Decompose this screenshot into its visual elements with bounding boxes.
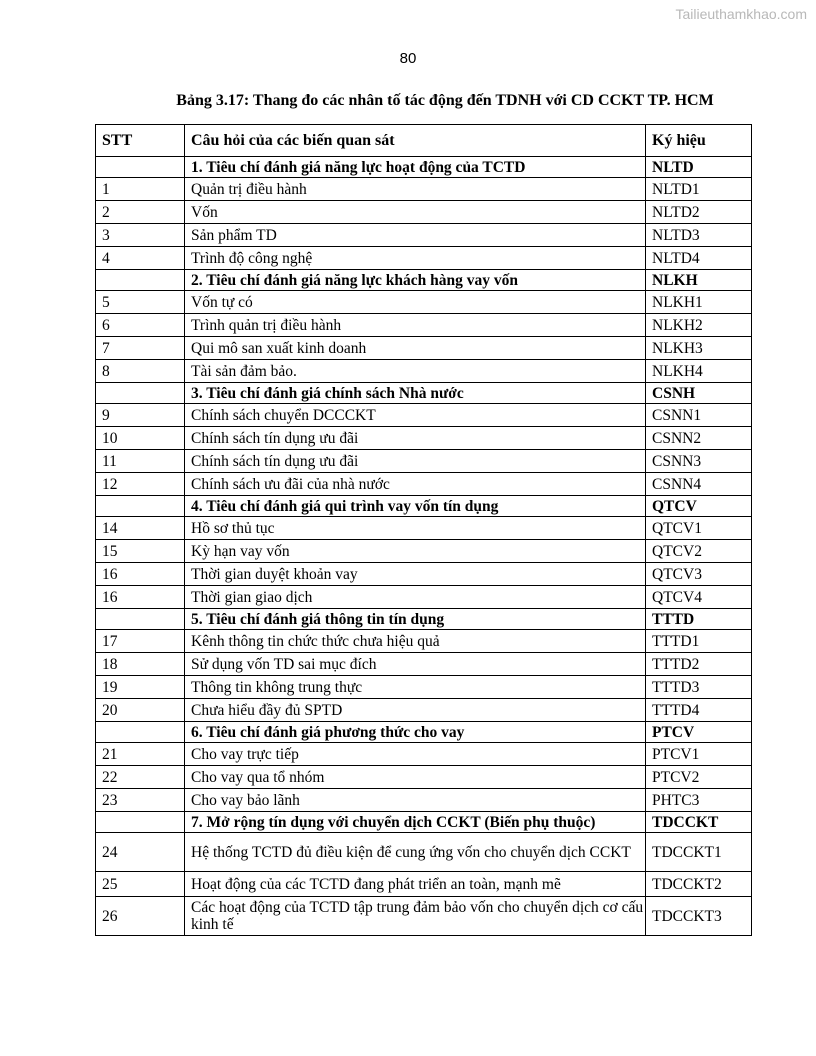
row-code: NLTD4 <box>646 247 752 270</box>
table-row <box>96 743 752 766</box>
row-question: Quản trị điều hành <box>185 178 646 201</box>
row-question: Thông tin không trung thực <box>185 676 646 699</box>
row-stt: 1 <box>96 178 185 201</box>
section-stt-cell <box>96 609 185 630</box>
section-title: 6. Tiêu chí đánh giá phương thức cho vay <box>185 722 646 743</box>
table-row <box>96 833 752 872</box>
row-code: TTTD4 <box>646 699 752 722</box>
table-row <box>96 473 752 496</box>
row-stt: 3 <box>96 224 185 247</box>
table-row <box>96 360 752 383</box>
table-row <box>96 337 752 360</box>
header-code: Ký hiệu <box>646 125 752 157</box>
row-question: Cho vay trực tiếp <box>185 743 646 766</box>
row-question: Trình độ công nghệ <box>185 247 646 270</box>
table-row <box>96 314 752 337</box>
row-stt: 20 <box>96 699 185 722</box>
table-row <box>96 201 752 224</box>
row-question: Sử dụng vốn TD sai mục đích <box>185 653 646 676</box>
row-code: NLKH3 <box>646 337 752 360</box>
table-row <box>96 653 752 676</box>
table-row <box>96 427 752 450</box>
row-question: Chính sách tín dụng ưu đãi <box>185 427 646 450</box>
section-title: 4. Tiêu chí đánh giá qui trình vay vốn tín dụng <box>185 496 646 517</box>
section-stt-cell <box>96 157 185 178</box>
row-stt: 21 <box>96 743 185 766</box>
row-stt: 25 <box>96 872 185 897</box>
row-code: NLKH2 <box>646 314 752 337</box>
row-question: Chính sách tín dụng ưu đãi <box>185 450 646 473</box>
row-stt: 26 <box>96 897 185 936</box>
section-code: QTCV <box>646 496 752 517</box>
section-row <box>96 609 752 630</box>
row-stt: 24 <box>96 833 185 872</box>
row-stt: 22 <box>96 766 185 789</box>
row-question: Chính sách ưu đãi của nhà nước <box>185 473 646 496</box>
section-title: 2. Tiêu chí đánh giá năng lực khách hàng vay vốn <box>185 270 646 291</box>
section-stt-cell <box>96 722 185 743</box>
row-question: Chính sách chuyển DCCCKT <box>185 404 646 427</box>
section-title: 5. Tiêu chí đánh giá thông tin tín dụng <box>185 609 646 630</box>
row-code: NLTD3 <box>646 224 752 247</box>
table-row <box>96 676 752 699</box>
row-stt: 10 <box>96 427 185 450</box>
section-code: TDCCKT <box>646 812 752 833</box>
table-row <box>96 789 752 812</box>
table-row <box>96 178 752 201</box>
section-row <box>96 157 752 178</box>
row-code: TTTD2 <box>646 653 752 676</box>
row-code: NLKH4 <box>646 360 752 383</box>
section-code: NLKH <box>646 270 752 291</box>
row-stt: 16 <box>96 563 185 586</box>
row-stt: 17 <box>96 630 185 653</box>
row-stt: 6 <box>96 314 185 337</box>
row-code: TTTD3 <box>646 676 752 699</box>
row-code: PHTC3 <box>646 789 752 812</box>
section-stt-cell <box>96 383 185 404</box>
table-row <box>96 540 752 563</box>
row-stt: 23 <box>96 789 185 812</box>
row-question: Chưa hiểu đầy đủ SPTD <box>185 699 646 722</box>
section-row <box>96 383 752 404</box>
table-row <box>96 872 752 897</box>
row-stt: 19 <box>96 676 185 699</box>
table-row <box>96 766 752 789</box>
section-title: 7. Mở rộng tín dụng với chuyển dịch CCKT (Biến phụ thuộc) <box>185 812 646 833</box>
section-code: PTCV <box>646 722 752 743</box>
row-question: Sản phẩm TD <box>185 224 646 247</box>
table-row <box>96 517 752 540</box>
table-row <box>96 630 752 653</box>
row-code: QTCV4 <box>646 586 752 609</box>
row-stt: 12 <box>96 473 185 496</box>
table-row <box>96 586 752 609</box>
row-stt: 11 <box>96 450 185 473</box>
row-question: Vốn tự có <box>185 291 646 314</box>
row-question: Các hoạt động của TCTD tập trung đảm bảo vốn cho chuyển dịch cơ cấu kinh tế <box>185 897 646 936</box>
section-code: CSNH <box>646 383 752 404</box>
row-question: Tài sản đảm bảo. <box>185 360 646 383</box>
row-question: Kênh thông tin chức thức chưa hiệu quả <box>185 630 646 653</box>
row-question: Thời gian giao dịch <box>185 586 646 609</box>
row-stt: 4 <box>96 247 185 270</box>
table-row <box>96 247 752 270</box>
row-question: Qui mô san xuất kinh doanh <box>185 337 646 360</box>
section-title: 3. Tiêu chí đánh giá chính sách Nhà nước <box>185 383 646 404</box>
table-row <box>96 224 752 247</box>
section-stt-cell <box>96 270 185 291</box>
row-question: Kỳ hạn vay vốn <box>185 540 646 563</box>
row-stt: 5 <box>96 291 185 314</box>
row-code: NLKH1 <box>646 291 752 314</box>
row-stt: 9 <box>96 404 185 427</box>
table-title: Bảng 3.17: Thang đo các nhân tố tác động đến TDNH với CD CCKT TP. HCM <box>176 92 714 109</box>
table-row <box>96 404 752 427</box>
row-code: PTCV2 <box>646 766 752 789</box>
row-code: TDCCKT3 <box>646 897 752 936</box>
row-stt: 8 <box>96 360 185 383</box>
header-question: Câu hỏi của các biến quan sát <box>185 125 646 157</box>
table-row <box>96 563 752 586</box>
section-code: TTTD <box>646 609 752 630</box>
row-code: NLTD2 <box>646 201 752 224</box>
row-code: QTCV2 <box>646 540 752 563</box>
row-question: Cho vay bảo lãnh <box>185 789 646 812</box>
table-row <box>96 699 752 722</box>
row-code: CSNN1 <box>646 404 752 427</box>
row-code: QTCV3 <box>646 563 752 586</box>
section-title: 1. Tiêu chí đánh giá năng lực hoạt động của TCTD <box>185 157 646 178</box>
row-stt: 2 <box>96 201 185 224</box>
page-number: 80 <box>399 50 417 67</box>
row-code: QTCV1 <box>646 517 752 540</box>
row-question: Trình quản trị điều hành <box>185 314 646 337</box>
row-question: Hoạt động của các TCTD đang phát triển an toàn, mạnh mẽ <box>185 872 646 897</box>
section-row <box>96 270 752 291</box>
watermark: Tailieuthamkhao.com <box>675 6 807 22</box>
row-code: TDCCKT1 <box>646 833 752 872</box>
row-stt: 16 <box>96 586 185 609</box>
row-code: TTTD1 <box>646 630 752 653</box>
row-stt: 15 <box>96 540 185 563</box>
row-code: CSNN4 <box>646 473 752 496</box>
row-code: CSNN2 <box>646 427 752 450</box>
section-stt-cell <box>96 812 185 833</box>
row-stt: 18 <box>96 653 185 676</box>
section-row <box>96 496 752 517</box>
row-stt: 7 <box>96 337 185 360</box>
row-code: TDCCKT2 <box>646 872 752 897</box>
section-row <box>96 722 752 743</box>
section-code: NLTD <box>646 157 752 178</box>
row-question: Thời gian duyệt khoản vay <box>185 563 646 586</box>
section-stt-cell <box>96 496 185 517</box>
row-question: Cho vay qua tổ nhóm <box>185 766 646 789</box>
table-header-row <box>96 125 752 157</box>
row-question: Hệ thống TCTD đủ điều kiện để cung ứng vốn cho chuyển dịch CCKT <box>185 833 646 872</box>
row-code: CSNN3 <box>646 450 752 473</box>
table-row <box>96 450 752 473</box>
table-row <box>96 291 752 314</box>
row-code: PTCV1 <box>646 743 752 766</box>
row-stt: 14 <box>96 517 185 540</box>
header-stt: STT <box>96 125 185 157</box>
section-row <box>96 812 752 833</box>
row-code: NLTD1 <box>646 178 752 201</box>
table-row <box>96 897 752 936</box>
row-question: Hồ sơ thủ tục <box>185 517 646 540</box>
scale-table <box>95 124 752 936</box>
row-question: Vốn <box>185 201 646 224</box>
